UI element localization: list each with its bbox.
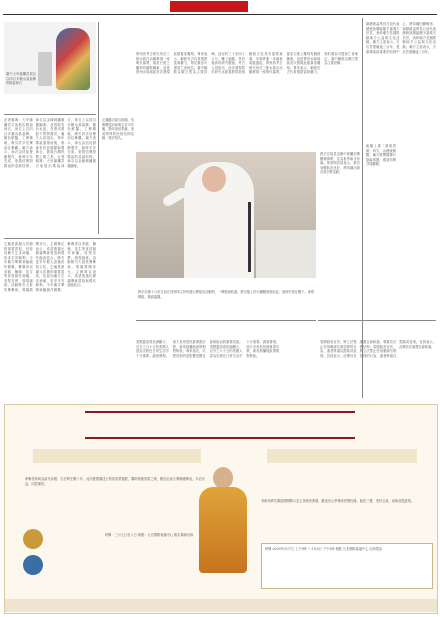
top-article: 貴州省考古研究所在三都水族自治縣發現一座明代墓葬，墓室石壁上雕刻有銅鼓圖案，這是貴州水族地區首次發現此類墓室雕刻。專家表示，銅鼓在古代象徵財富與權力，刻於墓室可提高亡者地位。墓中銅鼓以蕨江型為主要紋飾，直徑約三十至四十公分，雕工細膩，具有極高的研究價值。考古人員指出，此次發現對於研究水族喪葬習俗與銅鼓文化具有重要意義，未來將進一步調查周邊遺址。貴州省考古研究所在三都水族自治縣發現一座明代墓葬，墓室石壁上雕刻有銅鼓圖案，這是貴州水族地區首次發現此類墓室雕刻。專家表示，銅鼓在古代象徵財富與權力，刻於墓室可提高亡者地位。墓中銅鼓以蕨江型為主要紋飾。 bbox=[136, 52, 358, 75]
left-article-1: 記者報導：大甲鎮瀾宮日前展出媽祖神衣，神衣上以四百多顆水晶裝飾，顏色鮮豔，工藝精緻，吸引許多信眾前往參觀。廟方表示，神衣由信徒發願製作，耗時半年完成，象徵信眾對媽祖的虔誠信仰。神衣以金線刺繡龍鳳圖案，並搭配各色水晶，在燈光照射下閃閃發亮。廟方人員指出，每年媽祖遶境前後，都會有信徒敬獻新製神衣，展現台灣民間工藝之美。記者報導：大甲鎮瀾宮日前展出媽祖神衣，神衣上以四百多顆水晶裝飾，顏色鮮豔，工藝精緻，吸引許多信眾前往參觀。廟方表示，神衣由信徒發願製作，耗時半年完成，象徵信眾對媽祖的虔誠信仰。神衣以金線刺繡龍鳳圖案。 bbox=[4, 118, 96, 168]
org-info: 時間：三月七日至八日 地點：台北國際會議中心 報名專線洽詢 bbox=[105, 533, 194, 537]
right-ad-text: 老和尚將於講座期間開示並主持皈依典禮，歡迎有心學佛者把握因緣，皈依三寶，受持五戒，成就菩提道業。 bbox=[261, 499, 414, 503]
org-logo-2 bbox=[23, 555, 43, 575]
left-banner bbox=[33, 449, 201, 463]
robe-figure bbox=[56, 28, 90, 90]
schedule-text: 時間 2009年3月7日 上午9時 ~ 3月8日 下午5時 地點 台北國際會議中心 洽詢電話 bbox=[265, 547, 383, 551]
left-ad-text: 夢參老和尚為當代高僧，弘法利生數十年，此次應邀講述占察善惡業報經，闡明業報因果之理，歡迎社會大眾踴躍參加，共沾法益，同霑佛恩。 bbox=[25, 477, 205, 486]
pope-face bbox=[202, 166, 226, 192]
ad-footer-band bbox=[5, 599, 437, 612]
bottom-right-article: 泰國政府宣布，將立法禁止任何褻瀆宗教信仰的行為，違者將處以罰款或徒刑。官員表示，此舉旨在維護社會和諧，尊重各宗教信仰。泰國政府宣布，將立法禁止任何褻瀆宗教信仰的行為，違者將處以罰款或徒刑。官員表示，此舉旨在維護社會和諧。 bbox=[320, 340, 436, 358]
robe-stand bbox=[38, 52, 52, 86]
monk-portrait bbox=[195, 465, 251, 575]
right-of-photo-article: 教宗在接見活動中呼籲信眾關懷弱勢，並為世界和平祈禱。梵蒂岡官員表示，教宗身體狀況良好，將持續出席各項宗教活動。 bbox=[320, 152, 360, 175]
right-article-mid: 匾額上書「慈航普濟」四字，由總統親題，廟方將擇期舉行掛匾典禮，邀請信眾共同觀禮。 bbox=[366, 144, 396, 167]
monk-head bbox=[213, 467, 233, 489]
right-banner bbox=[267, 449, 417, 463]
org-logo-1 bbox=[23, 529, 43, 549]
page-header bbox=[0, 0, 440, 14]
lectern bbox=[256, 230, 316, 278]
monk-robe bbox=[199, 487, 247, 573]
left-article-2: 乞龜是澎湖元宵節的重要習俗，信徒向廟方乞求神龜，祈求平安順利。今年廟方舉辦神龜創作競賽，參賽者以米糕、麵線、花生等食材創作神龜，造型各異，展現創意。活動吸引大批民眾參與，現場熱鬧非凡。主辦單位表示，希望透過比賽讓傳統習俗與現代創意結合，吸引更多年輕人認識民俗文化。乞龜是澎湖元宵節的重要習俗，信徒向廟方乞求神龜，祈求平安順利。今年廟方舉辦神龜創作競賽，參賽者以米糕、麵線、花生等食材創作神龜，造型各異，展現創意。活動吸引大批民眾參與，現場熱鬧非凡。主辦單位表示，希望透過比賽讓傳統習俗與現代創意結合。 bbox=[4, 242, 96, 292]
pope-photo bbox=[136, 152, 316, 278]
microphone-stand bbox=[248, 202, 251, 272]
photo-note: 臺中大甲鎮瀾宮展出以四百多顆水晶裝飾的媽祖神衣 bbox=[6, 72, 36, 86]
bottom-center-article: 美國蓋洛普民調顯示，百分之六十五的美國人認為宗教在日常生活中十分重要。調查發現，南方各州居民最重視宗教，新英格蘭地區則相對較低。專家指出，宗教信仰仍是影響美國社會與政治的重要因素。美國蓋洛普民調顯示，百分之六十五的美國人認為宗教在日常生活中十分重要。調查發現，南方各州居民最重視宗教，新英格蘭地區則相對較低。 bbox=[136, 340, 280, 358]
center-left-article: 乞龜儀式源自澎湖，信眾擲筊向神明乞求平安龜，隔年加倍奉還，形成特殊的民俗信仰活動，歷史悠久。 bbox=[102, 118, 134, 141]
header-rule bbox=[3, 14, 437, 15]
photo-caption-text: 教宗本篤十六世日前在梵蒂岡主持每週公開接見活動時，一陣強風吹過，教宗頭上的小圓帽被風吹起，他伸手按住帽子，神情輕鬆，場面溫馨。 bbox=[138, 290, 314, 299]
mazu-robe-photo bbox=[4, 22, 96, 94]
paper-logo bbox=[170, 1, 248, 12]
right-article-top: 副總統蕭萬長日前代表總統致贈匾額予嘉義天后宮，表彰廟方長期推動地方公益與文化活動。廟方主委表示，天后宮建廟逾三百年，是嘉義地區重要的信仰中心，將持續回饋鄉里。副總統蕭萬長日前代表總統致贈匾額予嘉義天后宮，表彰廟方長期推動地方公益與文化活動。廟方主委表示，天后宮建廟逾三百年。 bbox=[366, 22, 436, 54]
ad-block bbox=[4, 404, 438, 614]
ad-title-band bbox=[85, 411, 355, 439]
